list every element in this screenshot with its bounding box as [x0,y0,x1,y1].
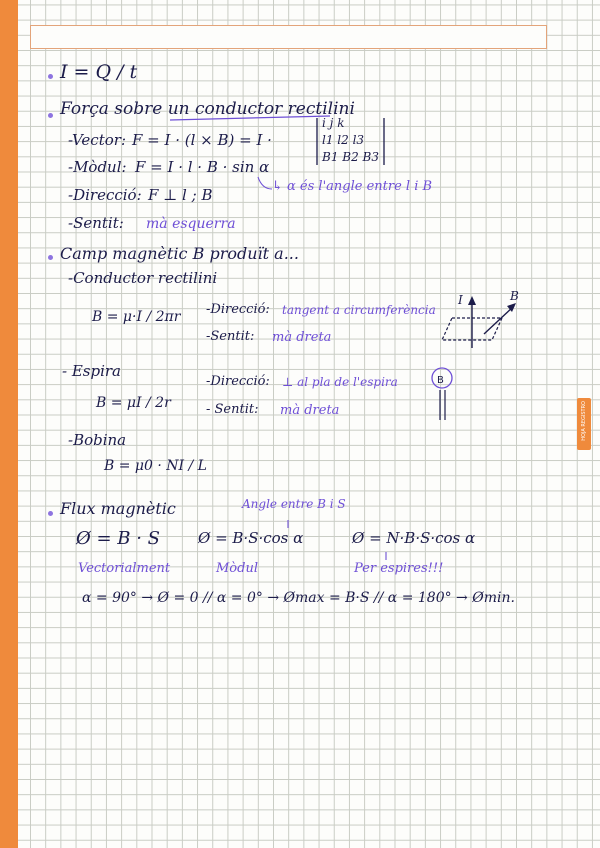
flux-formula-modul: Ø = B·S·cos α [198,529,304,547]
force-vector-label: -Vector: [68,131,126,149]
force-direction-formula: F ⊥ l ; B [148,186,213,204]
flux-formula-vector: Ø = B · S [76,528,161,549]
conductor-direction-label: -Direcció: [206,302,270,317]
force-heading: Força sobre un conductor rectilini [60,99,355,119]
loop-direction-label: -Direcció: [206,374,270,389]
loop-label: - Espira [62,362,121,380]
force-modul-label: -Mòdul: [68,158,127,176]
flux-angle-note: Angle entre B i S [242,497,346,511]
flux-label-vector: Vectorialment [78,561,171,576]
force-vector-formula: F = I · (l × B) = I · [132,131,272,149]
matrix-row-2: l1 l2 l3 [322,133,365,147]
svg-text:I: I [458,293,463,307]
force-direction-label: -Direcció: [68,186,142,204]
angle-note-pointer [258,177,272,189]
matrix-row-3: B1 B2 B3 [322,150,379,164]
conductor-sense-value: mà dreta [272,330,332,345]
loop-field-diagram [432,368,452,420]
wire-field-diagram [442,289,519,348]
conductor-sense-label: -Sentit: [206,329,255,344]
loop-formula: B = μI / 2r [96,395,171,411]
flux-cases: α = 90° → Ø = 0 // α = 0° → Ømax = B·S // α = 180° → Ømin. [82,590,515,606]
loop-sense-label: - Sentit: [206,402,259,417]
flux-label-turns: Per espires!!! [354,561,444,576]
coil-formula: B = μ0 · NI / L [104,458,207,474]
intensity-formula: I = Q / t [60,61,138,83]
svg-text:B: B [510,289,519,303]
force-sense-label: -Sentit: [68,214,124,232]
field-heading: Camp magnètic B produït a... [60,244,299,263]
force-sense-value: mà esquerra [146,216,236,232]
force-heading-underline [170,116,330,120]
conductor-formula: B = μ·I / 2πr [92,309,181,325]
svg-text:B: B [437,375,444,386]
conductor-label: -Conductor rectilini [68,269,218,287]
loop-sense-value: mà dreta [280,403,340,418]
conductor-direction-value: tangent a circumferència [282,303,436,317]
force-modul-formula: F = I · l · B · sin α [135,158,270,176]
flux-label-modul: Mòdul [216,561,258,576]
flux-formula-turns: Ø = N·B·S·cos α [352,529,476,547]
matrix-row-1: i j k [322,116,345,130]
coil-label: -Bobina [68,431,127,449]
force-angle-note: ↳ α és l'angle entre l i B [272,179,433,194]
tab-label: HOJA REGISTRO [581,401,587,441]
flux-heading: Flux magnètic [60,499,176,518]
loop-direction-value: ⊥ al pla de l'espira [282,375,398,389]
